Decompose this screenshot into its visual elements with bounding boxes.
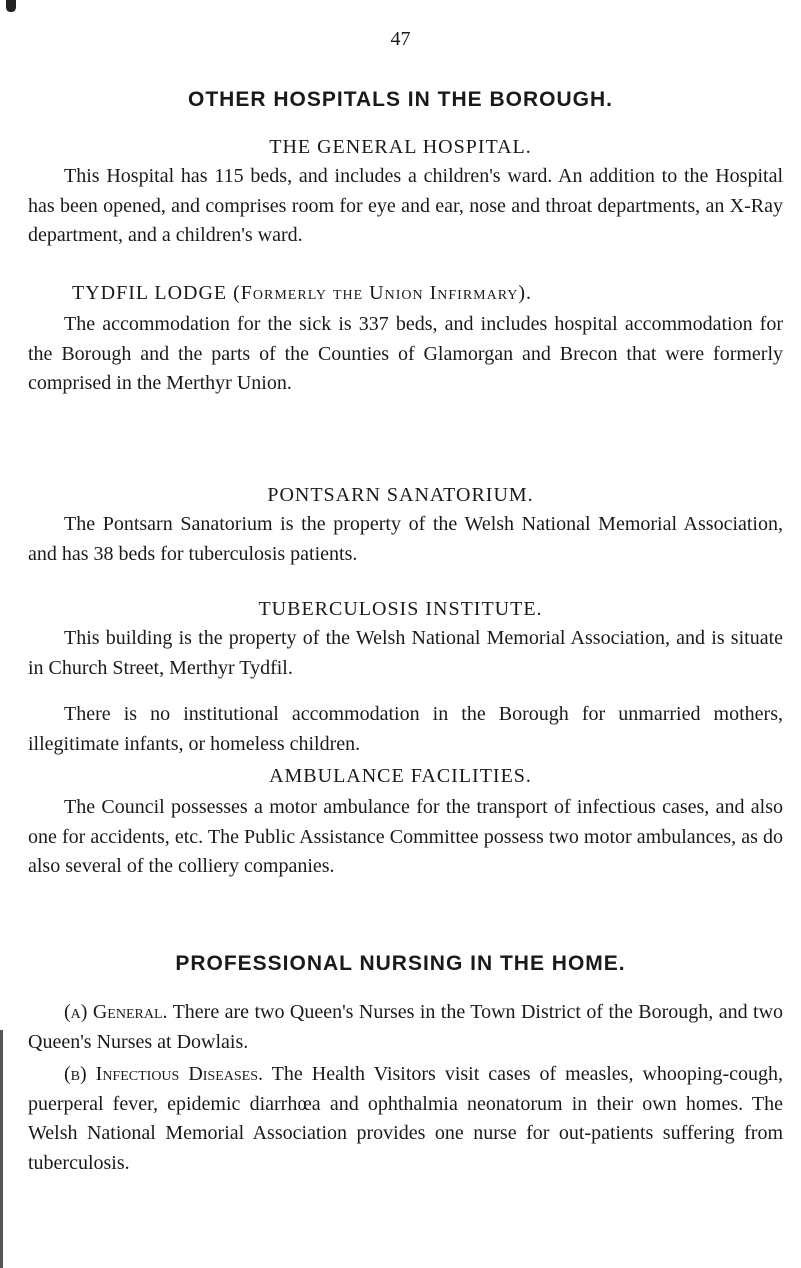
nursing-general-label: (a) General. [64, 1001, 168, 1023]
ambulance-text: The Council possesses a motor ambulance for the transport of infectious cases, and also one for accidents, etc. The Public Assistance Committee possess two motor ambulances, as do also several of the colliery companies. [28, 796, 783, 878]
tuberculosis-institute-heading: TUBERCULOSIS INSTITUTE. [258, 598, 543, 620]
general-hospital-heading: THE GENERAL HOSPITAL. [269, 136, 532, 158]
nursing-heading: PROFESSIONAL NURSING IN THE HOME. [175, 952, 626, 975]
tuberculosis-institute-text: This building is the property of the Welsh National Memorial Association, and is situate in Church Street, Merthyr Tydfil. [28, 627, 783, 679]
tydfil-lodge-heading-note: (Formerly the Union Infirmary). [233, 282, 533, 304]
nursing-infectious-text: The Health Visitors visit cases of measles, whooping-cough, puerperal fever, epidemic diarrhœa and ophthalmia neonatorum in their own homes. The Welsh National Memorial Association provides one nurse for out-patients suffering from tuberculosis. [28, 1063, 783, 1175]
tydfil-lodge-heading-line [72, 282, 772, 305]
nursing-general-text: There are two Queen's Nurses in the Town District of the Borough, and two Queen's Nurses at Dowlais. [28, 1001, 784, 1053]
general-hospital-text: This Hospital has 115 beds, and includes a children's ward. An addition to the Hospital has been opened, and comprises room for eye and ear, nose and throat departments, an X-Ray department, and a children's ward. [28, 165, 783, 247]
nursing-general-paragraph [28, 998, 783, 1057]
ambulance-heading: AMBULANCE FACILITIES. [269, 765, 532, 787]
main-heading: OTHER HOSPITALS IN THE BOROUGH. [188, 88, 613, 111]
pontsarn-heading: PONTSARN SANATORIUM. [267, 484, 534, 506]
tydfil-lodge-text: The accommodation for the sick is 337 beds, and includes hospital accommodation for the Borough and the parts of the Counties of Glamorgan and Brecon that were formerly comprised in the Merthyr Union. [28, 313, 783, 395]
page-number: 47 [390, 28, 411, 50]
tydfil-lodge-heading: TYDFIL LODGE [72, 282, 228, 304]
nursing-infectious-label: (b) Infectious Diseases. [64, 1063, 264, 1085]
ink-blot-mark [6, 0, 16, 12]
no-accommodation-text: There is no institutional accommodation in the Borough for unmarried mothers, illegitimate infants, or homeless children. [28, 703, 783, 755]
left-margin-rule [0, 1030, 3, 1268]
nursing-infectious-paragraph [28, 1060, 783, 1179]
pontsarn-text: The Pontsarn Sanatorium is the property of the Welsh National Memorial Association, and has 38 beds for tuberculosis patients. [28, 513, 783, 565]
